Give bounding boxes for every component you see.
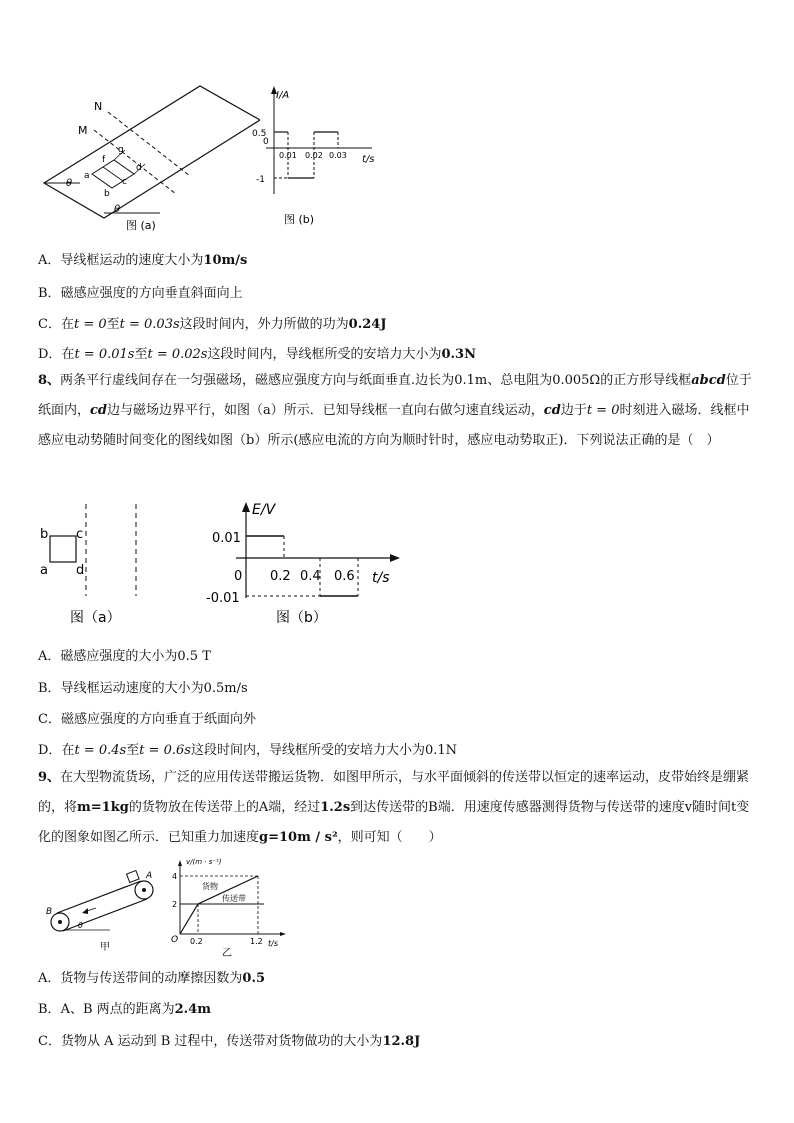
q8-option-c-letter: C． — [38, 712, 61, 727]
q8-option-d-letter: D． — [38, 743, 62, 758]
q9yi-y-label: v/(m · s⁻¹) — [186, 858, 222, 866]
q8-cd2: cd — [543, 403, 561, 418]
q9yi-x-label: t/s — [268, 939, 278, 948]
q7-option-d-value: 0.3N — [441, 347, 476, 362]
q7-option-c-letter: C． — [38, 317, 61, 332]
q7-option-d[interactable] — [38, 343, 476, 362]
q8-len: 0.1m — [454, 373, 488, 388]
q8-option-b[interactable] — [38, 677, 248, 696]
q7a-label-d: d — [136, 163, 142, 173]
q8b-x-tick-2: 0.6 — [334, 569, 355, 584]
q7-option-b-letter: B． — [38, 286, 61, 301]
q9yi-x-tick-0: 0.2 — [190, 937, 203, 946]
q8b-origin: 0 — [234, 569, 243, 584]
q8-option-c[interactable] — [38, 708, 256, 727]
q8-stem-5: 边与磁场边界平行，如图（a）所示．已知导线框一直向右做匀速直线运动， — [107, 403, 544, 418]
q8b-y-tick-0: 0.01 — [212, 531, 241, 546]
q8-option-d-pre: 在 — [61, 743, 75, 758]
q9yi-y-tick-1: 2 — [172, 900, 178, 909]
q9-figure-yi — [168, 858, 290, 958]
q8-stem-7: 时刻进入磁场．线框中感应电动势随时间变化的图线如图（b）所示(感应电流的方向为顺时针时，感应电动势取正)．下列说法正确的是（ ） — [38, 403, 750, 448]
q8b-x-label: t/s — [372, 570, 390, 586]
q9-stem-4: ，则可知（ ） — [337, 830, 442, 845]
q8b-caption: 图（b） — [276, 610, 327, 626]
q9-option-b-letter: B． — [38, 1002, 61, 1017]
q8-stem-6: 边于 — [560, 403, 587, 418]
q7b-y-tick-0: 0.5 — [252, 129, 267, 139]
q7-option-b[interactable] — [38, 282, 243, 301]
q7a-label-c: c — [122, 177, 127, 187]
q9-option-a-letter: A． — [38, 971, 61, 986]
q7b-x-tick-2: 0.03 — [329, 151, 347, 160]
q9-stem-2: 的货物放在传送带上的A端，经过 — [128, 800, 321, 815]
q9-option-b-value: 2.4m — [174, 1002, 212, 1017]
q9-option-c-letter: C． — [38, 1034, 61, 1049]
q7-figure-b — [236, 82, 396, 230]
q9-stem — [38, 763, 758, 853]
q8-option-d-post: 这段时间内，导线框所受的安培力大小为0.1N — [190, 743, 457, 758]
q9-option-a-value: 0.5 — [242, 971, 266, 986]
q7-option-d-mid: 至 — [134, 347, 148, 362]
q8-res: 0.005Ω — [552, 373, 601, 388]
q7a-label-N: N — [94, 100, 103, 113]
q9yi-y-tick-0: 4 — [172, 872, 178, 881]
q8b-y-tick-1: -0.01 — [206, 591, 240, 606]
q7b-x-tick-0: 0.01 — [279, 151, 297, 160]
q9jia-caption: 甲 — [100, 942, 110, 953]
q7-option-a[interactable] — [38, 249, 247, 268]
q7b-x-label: t/s — [362, 154, 375, 165]
q9-stem-3: 到达传送带的B端．用速度传感器测得货物与传送带的速度v随时间t变化的图象如图乙所示．已知重力加速度 — [38, 800, 750, 845]
q9-option-c-value: 12.8J — [382, 1034, 421, 1049]
q7-option-c-t1: t = 0 — [73, 317, 107, 332]
q9-option-a[interactable] — [38, 967, 265, 986]
q7-option-a-value: 10m/s — [203, 253, 248, 268]
q8-figure-a — [36, 500, 156, 630]
q8a-label-a: a — [40, 563, 48, 578]
q7-option-c-post: 这段时间内，外力所做的功为 — [179, 317, 349, 332]
q8-number: 8、 — [38, 373, 61, 388]
q8a-label-c: c — [76, 527, 84, 542]
q7-option-d-t1: t = 0.01s — [74, 347, 135, 362]
q8-option-b-letter: B． — [38, 681, 61, 696]
q7-option-c[interactable] — [38, 313, 386, 332]
q7-option-d-pre: 在 — [61, 347, 75, 362]
q7-option-c-pre: 在 — [60, 317, 74, 332]
q7b-x-tick-1: 0.02 — [305, 151, 323, 160]
q7a-label-g: g — [118, 145, 124, 155]
q9yi-x-tick-1: 1.2 — [250, 937, 263, 946]
q9jia-label-theta: θ — [78, 921, 83, 930]
q9-number: 9、 — [38, 770, 61, 785]
q9-g: g=10m / s² — [259, 830, 338, 845]
q7-option-a-text: 导线框运动的速度大小为 — [60, 253, 204, 268]
q9jia-label-A: A — [146, 871, 153, 881]
q8-option-d-mid: 至 — [126, 743, 140, 758]
q9-option-a-text: 货物与传送带间的动摩擦因数为 — [60, 971, 243, 986]
q7-option-c-value: 0.24J — [348, 317, 387, 332]
q8-frame: abcd — [691, 373, 726, 388]
q8-t0: t = 0 — [586, 403, 620, 418]
q7-option-b-text: 磁感应强度的方向垂直斜面向上 — [60, 286, 243, 301]
q8-stem-4: 位于纸面内， — [38, 373, 752, 418]
q8b-x-tick-0: 0.2 — [270, 569, 291, 584]
q8-option-a-text: 磁感应强度的大小为0.5 T — [60, 649, 211, 664]
q7b-y-tick-1: -1 — [256, 175, 265, 185]
q7-option-d-letter: D． — [38, 347, 62, 362]
q8-stem — [38, 366, 758, 456]
q8-option-d[interactable] — [38, 739, 457, 758]
q7b-origin: 0 — [263, 137, 269, 147]
q8b-y-label: E/V — [252, 502, 276, 518]
q8a-label-b: b — [40, 527, 49, 542]
q9-figure-jia — [40, 870, 160, 955]
q7a-caption: 图 (a) — [126, 219, 156, 232]
q7a-label-theta2: θ — [114, 204, 121, 215]
q9yi-origin: O — [171, 935, 179, 945]
q8-option-b-text: 导线框运动速度的大小为0.5m/s — [60, 681, 248, 696]
q7-option-d-t2: t = 0.02s — [147, 347, 208, 362]
q9jia-label-B: B — [46, 907, 53, 917]
q7b-caption: 图 (b) — [284, 213, 315, 226]
q8-stem-2: 、总电阻为 — [487, 373, 553, 388]
q8-option-a-letter: A． — [38, 649, 61, 664]
q8-option-c-text: 磁感应强度的方向垂直于纸面向外 — [60, 712, 256, 727]
q7-option-d-post: 这段时间内，导线框所受的安培力大小为 — [207, 347, 442, 362]
q9yi-label-belt: 传送带 — [222, 894, 246, 903]
q9-option-c[interactable] — [38, 1030, 420, 1049]
q7a-label-a: a — [84, 171, 90, 181]
q8-figure-b — [196, 500, 406, 630]
q7-option-a-letter: A． — [38, 253, 61, 268]
q9-option-c-text: 货物从 A 运动到 B 过程中，传送带对货物做功的大小为 — [60, 1034, 383, 1049]
q7-figure-a — [30, 78, 260, 233]
q7a-label-f: f — [102, 155, 106, 165]
q9-mass: m=1kg — [77, 800, 129, 815]
q8-cd1: cd — [90, 403, 108, 418]
q7a-label-M: M — [78, 124, 88, 137]
q8-option-d-t1: t = 0.4s — [74, 743, 127, 758]
q7a-label-b: b — [104, 189, 110, 199]
q9yi-label-goods: 货物 — [202, 882, 218, 891]
q8a-caption: 图（a） — [70, 610, 121, 626]
q9-option-b-text: A、B 两点的距离为 — [60, 1002, 175, 1017]
q8-option-a[interactable] — [38, 645, 211, 664]
q8a-label-d: d — [76, 563, 85, 578]
q7a-label-theta1: θ — [66, 178, 73, 189]
q9-time: 1.2s — [320, 800, 351, 815]
q8b-x-tick-1: 0.4 — [300, 569, 321, 584]
q8-option-d-t2: t = 0.6s — [139, 743, 191, 758]
q8-stem-3: 的正方形导线框 — [600, 373, 692, 388]
q9yi-caption: 乙 — [222, 948, 232, 958]
q9-option-b[interactable] — [38, 998, 211, 1017]
q8-stem-1: 两条平行虚线间存在一匀强磁场，磁感应强度方向与纸面垂直.边长为 — [60, 373, 455, 388]
q7b-y-label: I/A — [276, 90, 290, 101]
q7-option-c-mid: 至 — [106, 317, 120, 332]
q7-option-c-t2: t = 0.03s — [119, 317, 180, 332]
q9-stem-1: 在大型物流货场，广泛的应用传送带搬运货物．如图甲所示，与水平面倾斜的传送带以恒定的速率运动，皮带始终是绷紧的，将 — [38, 770, 750, 815]
